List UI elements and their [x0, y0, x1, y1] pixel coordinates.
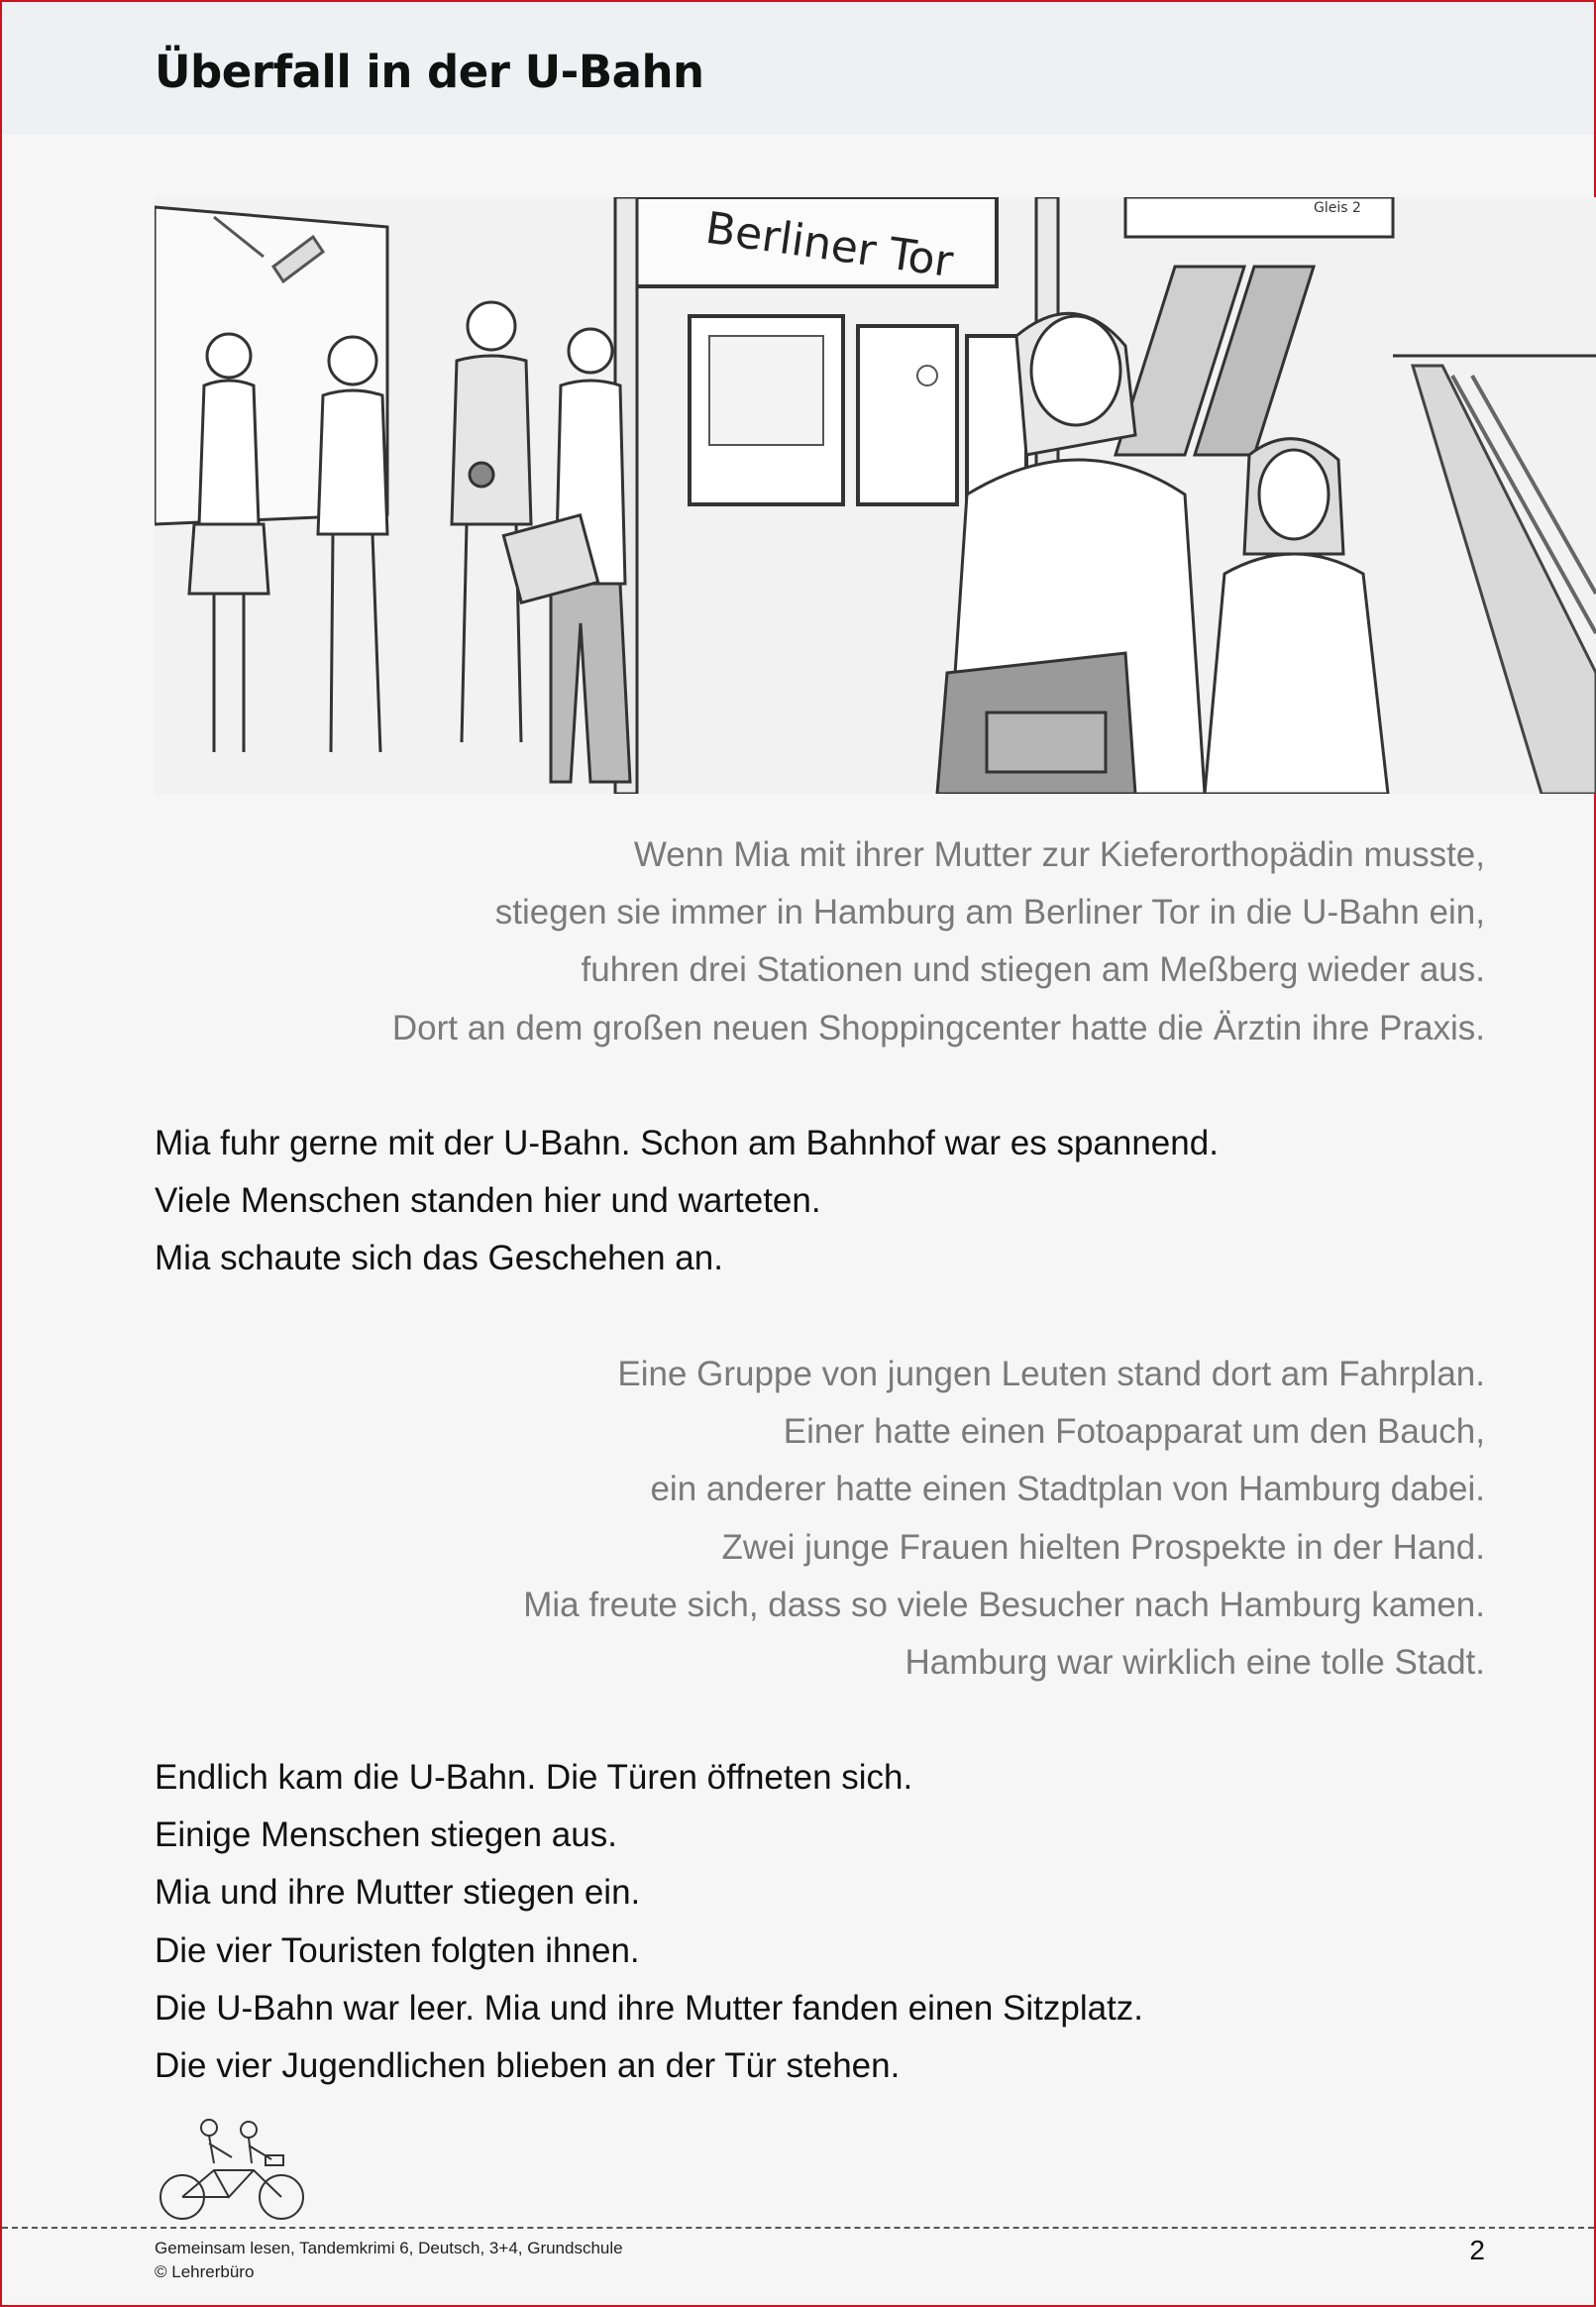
page-number: 2	[1469, 2235, 1485, 2265]
text-line: ein anderer hatte einen Stadtplan von Hamburg dabei.	[650, 1470, 1485, 1509]
footer-copyright: © Lehrerbüro	[155, 2262, 255, 2281]
paragraph-4	[155, 1749, 1143, 2095]
text-line: Zwei junge Frauen hielten Prospekte in der Hand.	[721, 1527, 1485, 1567]
text-line: Die vier Touristen folgten ihnen.	[155, 1930, 640, 1970]
text-line: Einige Menschen stiegen aus.	[155, 1815, 617, 1855]
page-title: Überfall in der U-Bahn	[155, 46, 704, 98]
text-line: Hamburg war wirklich eine tolle Stadt.	[904, 1643, 1485, 1683]
paragraph-3	[523, 1346, 1485, 1692]
text-line: Mia fuhr gerne mit der U-Bahn. Schon am Bahnhof war es spannend.	[155, 1124, 1219, 1162]
text-line: Mia schaute sich das Geschehen an.	[155, 1239, 723, 1278]
gleis-sign-text: Gleis 2	[1314, 200, 1361, 216]
text-line: Viele Menschen standen hier und warteten.	[155, 1181, 821, 1221]
footer-divider	[2, 2227, 1594, 2229]
header-band	[2, 2, 1594, 135]
text-line: Einer hatte einen Fotoapparat um den Bauch,	[783, 1412, 1485, 1452]
text-line: stiegen sie immer in Hamburg am Berliner Tor in die U-Bahn ein,	[494, 893, 1485, 933]
text-line: fuhren drei Stationen und stiegen am Meßberg wieder aus.	[581, 950, 1485, 990]
text-line: Mia freute sich, dass so viele Besucher nach Hamburg kamen.	[523, 1585, 1485, 1624]
text-line: Die vier Jugendlichen blieben an der Tür stehen.	[155, 2046, 901, 2086]
text-line: Wenn Mia mit ihrer Mutter zur Kieferorthopädin musste,	[633, 835, 1485, 874]
station-sign-text: Berliner Tor	[702, 202, 957, 288]
footer-source: Gemeinsam lesen, Tandemkrimi 6, Deutsch, 3+4, Grundschule	[155, 2239, 623, 2257]
paragraph-2	[155, 1115, 1219, 1288]
station-illustration	[155, 197, 1596, 794]
paragraph-1	[392, 826, 1485, 1057]
text-line: Die U-Bahn war leer. Mia und ihre Mutter fanden einen Sitzplatz.	[155, 1988, 1144, 2028]
text-line: Eine Gruppe von jungen Leuten stand dort am Fahrplan.	[617, 1355, 1485, 1393]
text-line: Endlich kam die U-Bahn. Die Türen öffneten sich.	[155, 1758, 913, 1797]
text-line: Dort an dem großen neuen Shoppingcenter hatte die Ärztin ihre Praxis.	[391, 1008, 1485, 1047]
text-line: Mia und ihre Mutter stiegen ein.	[155, 1873, 641, 1913]
tandem-bike-icon	[155, 2116, 309, 2223]
